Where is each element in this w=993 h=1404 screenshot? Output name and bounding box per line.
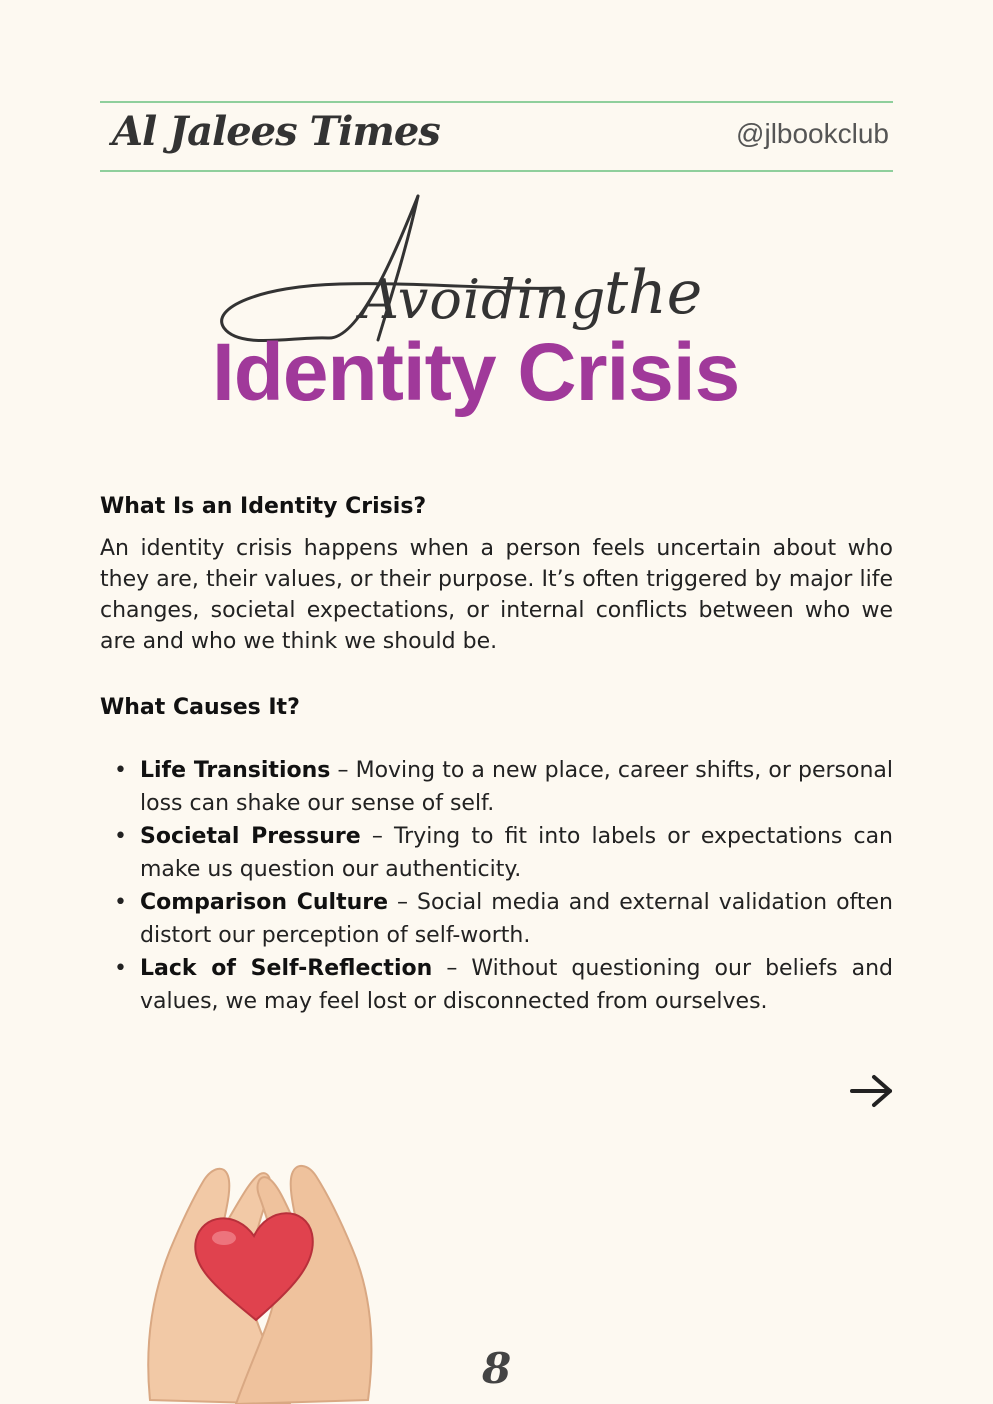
list-item-desc: – Moving to a new place, career shifts, or personal loss can shake our sense of self. — [140, 758, 893, 816]
list-item — [114, 820, 894, 886]
list-item-desc: – Social media and external validation often distort our perception of self-worth. — [140, 890, 893, 948]
list-item-term: Lack of Self-Reflection — [140, 956, 433, 981]
bullet-icon: • — [114, 956, 127, 981]
header-bottom-rule — [100, 170, 893, 172]
list-item — [114, 952, 893, 1018]
page-number: 8 — [482, 1344, 512, 1393]
arrow-right-icon[interactable] — [848, 1071, 896, 1111]
main-title: Identity Crisis — [212, 327, 740, 418]
hands-holding-heart-image — [140, 1140, 380, 1404]
list-item — [114, 886, 893, 952]
list-item-term: Comparison Culture — [140, 890, 389, 915]
causes-list — [100, 754, 893, 1018]
section-body-what-is: An identity crisis happens when a person feels uncertain about who they are, their values, or their purpose. It’s often triggered by major life changes, societal expectations, or internal conflicts between who we are and who we think we should be. — [100, 536, 893, 654]
bullet-icon: • — [114, 824, 127, 849]
list-item-desc: – Without questioning our beliefs and values, we may feel lost or disconnected from ourselves. — [140, 956, 893, 1014]
list-item-term: Life Transitions — [140, 758, 331, 783]
bullet-icon: • — [114, 890, 127, 915]
social-handle: @jlbookclub — [736, 118, 889, 149]
header-top-rule — [100, 101, 893, 103]
masthead-title: Al Jalees Times — [112, 108, 440, 155]
article-content — [100, 494, 893, 1018]
section-heading-causes: What Causes It? — [100, 695, 300, 720]
section-heading-what-is: What Is an Identity Crisis? — [100, 494, 427, 519]
list-item — [114, 754, 893, 820]
title-script-avoiding: Avoiding — [360, 268, 607, 331]
bullet-icon: • — [114, 758, 127, 783]
list-item-desc: – Trying to fit into labels or expectations can make us question our authenticity. — [140, 824, 894, 882]
title-script-the: the — [604, 258, 703, 328]
list-item-term: Societal Pressure — [140, 824, 361, 849]
